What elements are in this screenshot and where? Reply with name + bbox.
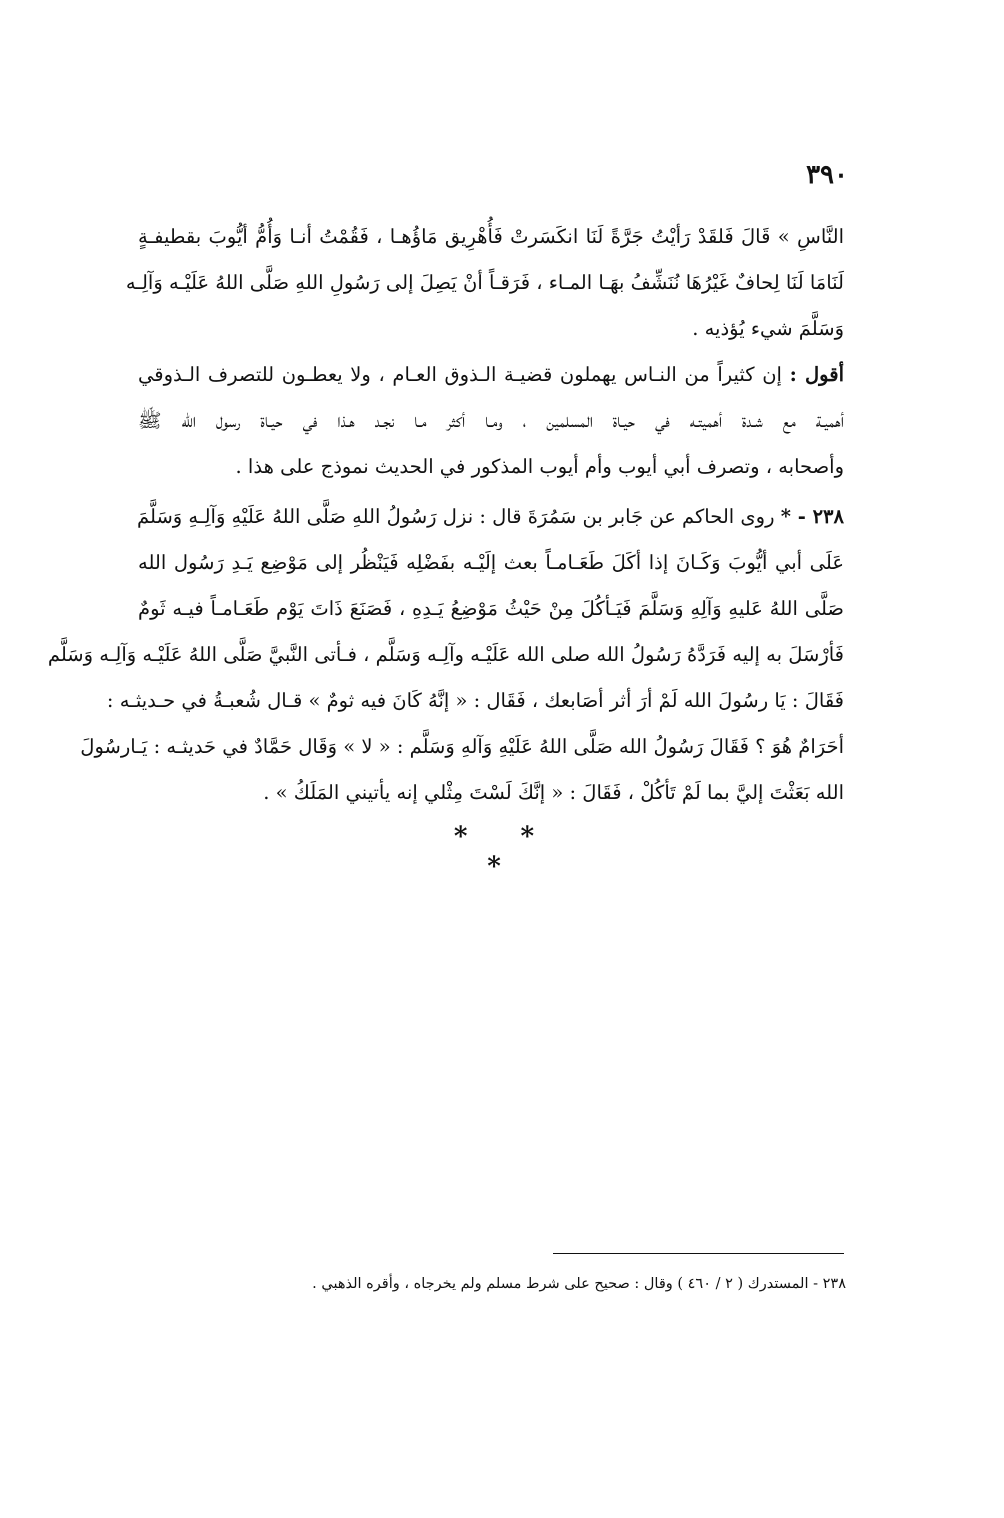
text-line-content: روى الحاكم عن جَابر بن سَمُرَةَ قال : نزل رَسُولُ اللهِ صَلَّى اللهُ عَلَيْهِ وَآلِـهِ وَسَلَّمَ (137, 505, 775, 528)
text-line (138, 494, 844, 540)
text-line: النَّاسِ » قَالَ فَلقَدْ رَأيْتُ جَرَّةً لَنَا انكَسَرتْ فَأُهْرِيق مَاؤُهـا ، فَقُمْتُ أنـا وَأُمُّ أيُّوبَ بقطيفـةٍ (138, 225, 844, 248)
text-line: وَسَلَّمَ شيء يُؤذيه . (692, 317, 844, 340)
footnote-divider (553, 1253, 844, 1254)
text-line-content: إن كثيراً من النـاس يهملون قضيـة الـذوق العـام ، ولا يعطـون للتصرف الـذوقي (138, 363, 782, 386)
text-line: فَقَالَ : يَا رسُولَ الله لَمْ أرَ أثر أصَابعك ، فَقَال : « إنَّهُ كَانَ فيه ثومٌ » قـال شُعبـةُ في حـديثـه : (106, 689, 844, 712)
section-separator: * * * (453, 822, 557, 882)
hadith-number: ٢٣٨ - * (780, 505, 844, 528)
page-number: ٣٩٠ (806, 160, 848, 190)
text-line (138, 352, 844, 398)
text-line: صَلَّى اللهُ عَليهِ وَآلِهِ وَسَلَّمَ فَيَـأكُلَ مِنْ حَيْثُ مَوْضِعُ يَـدِهِ ، فَصَنَعَ ذَاتَ يَوْم طَعَـامـاً فيـه ثَومٌ (138, 597, 844, 620)
text-line: أهميـة مع شـدة أهميتـه في حيـاة المسلمين ، ومـا أكثر مـا نجـد هـذا في حيـاة رسول الله ﷺ (138, 409, 844, 432)
paragraph-hadith-continuation (125, 214, 844, 352)
footnote: ٢٣٨ - المستدرك ( ٢ / ٤٦٠ ) وقال : صحيح على شرط مسلم ولم يخرجاه ، وأقره الذهبي . (312, 1276, 846, 1292)
paragraph-hadith-238 (47, 494, 844, 816)
text-line: عَلَى أبي أيُّوبَ وَكَـانَ إذا أكَلَ طَعَـامـاً بعث إلَيْـه بفَضْلِه فَيَنْظُر إلى مَوْضِع يَـدِ رَسُول الله (138, 551, 844, 574)
text-line: وأصحابه ، وتصرف أبي أيوب وأم أيوب المذكور في الحديث نموذج على هذا . (235, 455, 844, 478)
commentary-lead-word: أقول : (789, 363, 844, 386)
text-line: فَأرْسَلَ به إليه فَرَدَّهُ رَسُولُ الله صلى الله عَلَيْـه وآلِـه وَسَلَّم ، فـأتى النَّبيَّ صَلَّى اللهُ عَلَيْـه وَآلِـه وَسَلَّم (47, 643, 844, 666)
text-line: لَنَامَا لَنَا لِحافٌ غَيْرُهَا نُنَشِّفُ بهَـا المـاء ، فَرَقـاً أنْ يَصِلَ إلى رَسُولِ اللهِ صَلَّى اللهُ عَلَيْـه وَآلِـه (125, 271, 844, 294)
text-line: الله بَعَثْتَ إليَّ بما لَمْ تَأكُلْ ، فَقَالَ : « إنَّكَ لَسْتَ مِثْلي إنه يأتيني المَلَكُ » . (263, 781, 844, 804)
paragraph-commentary (138, 352, 844, 490)
text-line: أحَرَامٌ هُوَ ؟ فَقَالَ رَسُولُ الله صَلَّى اللهُ عَلَيْهِ وَآلهِ وَسَلَّم : « لا » وَقَال حَمَّادٌ في حَديثـه : يَـارسُولَ (80, 735, 844, 758)
